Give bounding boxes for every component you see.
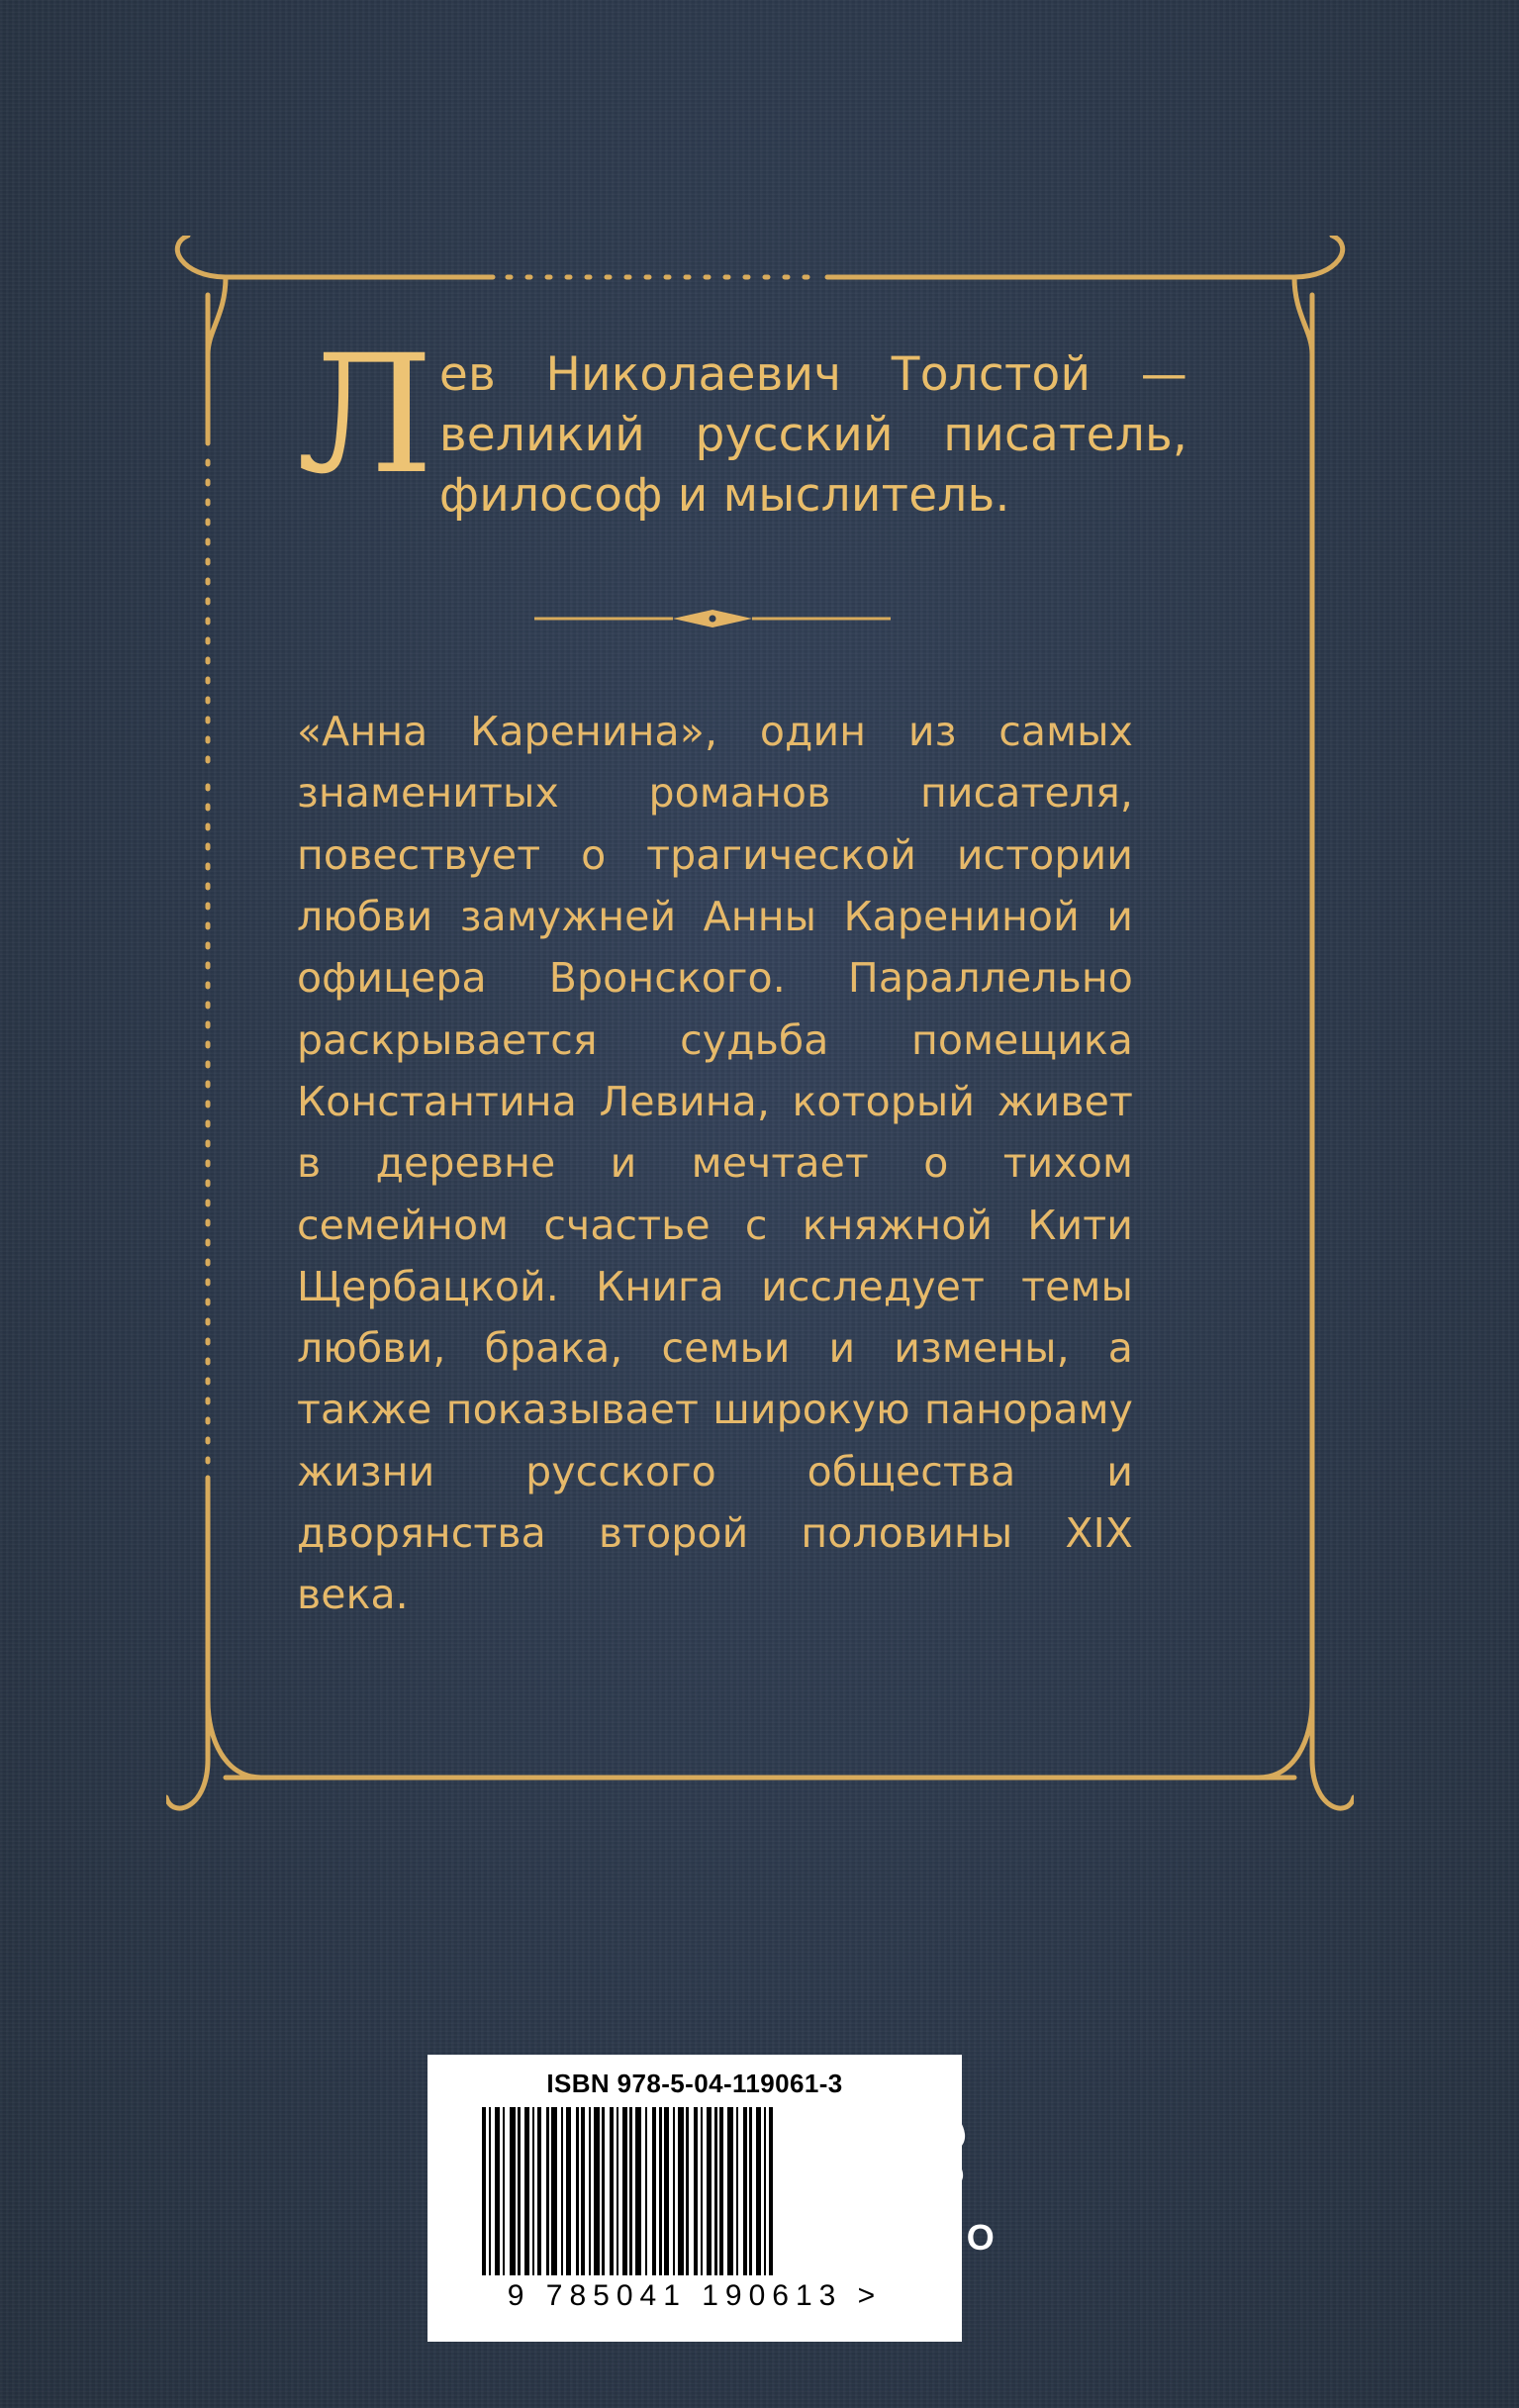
eksmo-e-logo-icon	[866, 2088, 985, 2207]
publisher-name: ЭКСМО	[853, 2217, 997, 2258]
ean-digits: 9 785041 190613 >	[507, 2279, 883, 2312]
publisher-logo	[836, 2088, 1014, 2296]
book-description: «Анна Каренина», один из самых знаменитых романов писателя, повествует о трагической истории любви замужней Анны Карениной и офицера Вронского. Параллельно раскрывается судьба помещика Константина Левина, который живет в деревне и мечтает о тихом семейном счастье с княжной Кити Щербацкой. Книга исследует темы любви, брака, семьи и измены, а также показывает широкую панораму жизни русского общества и дворянства второй половины XIX века.	[297, 708, 1133, 1619]
divider-ornament	[534, 606, 891, 631]
drop-cap: Л	[297, 320, 433, 510]
author-headline	[297, 320, 1187, 526]
headline-text: ев Николаевич Толстой — великий русский писатель, философ и мыслитель.	[438, 347, 1187, 524]
isbn-label: ISBN 978-5-04-119061-3	[546, 2069, 843, 2098]
